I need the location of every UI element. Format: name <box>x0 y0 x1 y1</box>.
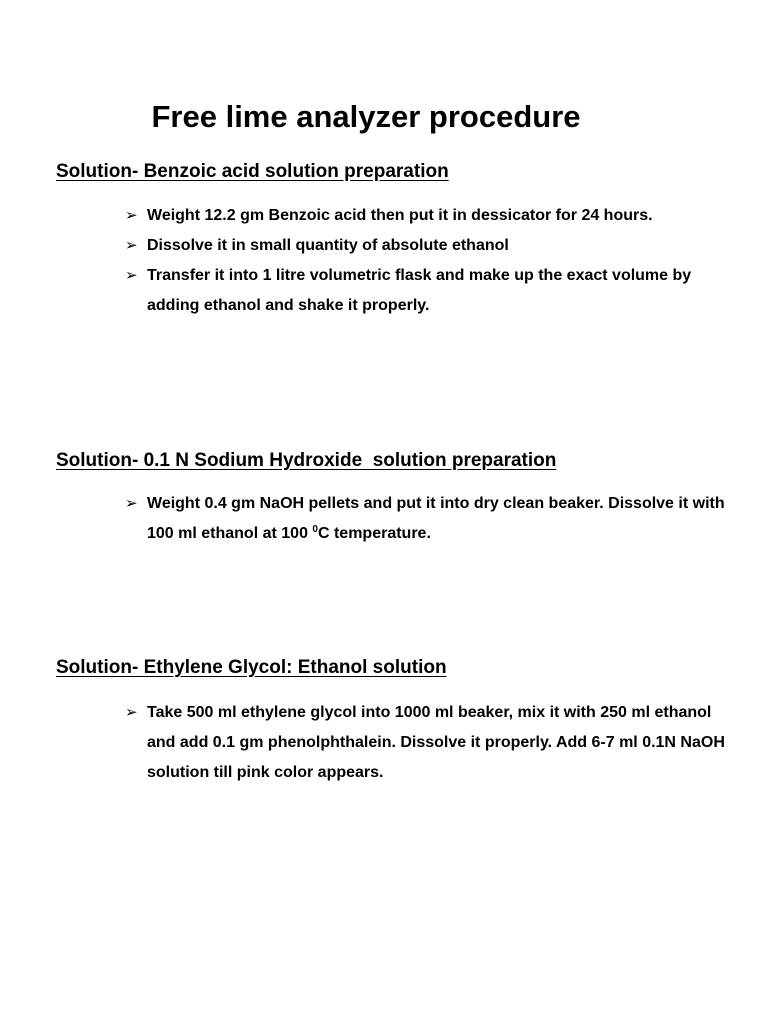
superscript-degree: 0 <box>312 524 318 535</box>
list-item-text: Weight 12.2 gm Benzoic acid then put it in dessicator for 24 hours. <box>147 207 653 224</box>
list-item-text: Transfer it into 1 litre volumetric flask and make up the exact volume by adding ethanol and shake it properly. <box>147 267 692 314</box>
ethylene-glycol-steps <box>125 698 725 788</box>
arrow-bullet-icon: ➢ <box>125 495 138 512</box>
section-heading-sodium-hydroxide: Solution- 0.1 N Sodium Hydroxide solution preparation <box>56 450 557 471</box>
list-item <box>125 698 725 788</box>
list-item <box>125 231 725 261</box>
list-item-text-end: C temperature. <box>317 525 431 542</box>
list-item-text <box>147 495 725 542</box>
section-heading-benzoic-acid: Solution- Benzoic acid solution preparation <box>56 161 449 182</box>
arrow-bullet-icon: ➢ <box>125 704 138 721</box>
section-heading-ethylene-glycol: Solution- Ethylene Glycol: Ethanol solution <box>56 657 447 678</box>
list-item <box>125 489 725 549</box>
list-item-text: Take 500 ml ethylene glycol into 1000 ml beaker, mix it with 250 ml ethanol and add 0.1 gm phenolphthalein. Dissolve it properly. Add 6-7 ml 0.1N NaOH solution till pink color appears. <box>147 704 725 781</box>
arrow-bullet-icon: ➢ <box>125 237 138 254</box>
list-item <box>125 201 725 231</box>
list-item-text: Dissolve it in small quantity of absolute ethanol <box>147 237 509 254</box>
list-item-text-main: Weight 0.4 gm NaOH pellets and put it into dry clean beaker. Dissolve it with 100 ml ethanol at 100 <box>147 495 725 542</box>
list-item <box>125 261 725 321</box>
page-title: Free lime analyzer procedure <box>151 99 581 134</box>
benzoic-acid-steps <box>125 201 725 321</box>
arrow-bullet-icon: ➢ <box>125 207 138 224</box>
arrow-bullet-icon: ➢ <box>125 267 138 284</box>
sodium-hydroxide-steps <box>125 489 725 549</box>
